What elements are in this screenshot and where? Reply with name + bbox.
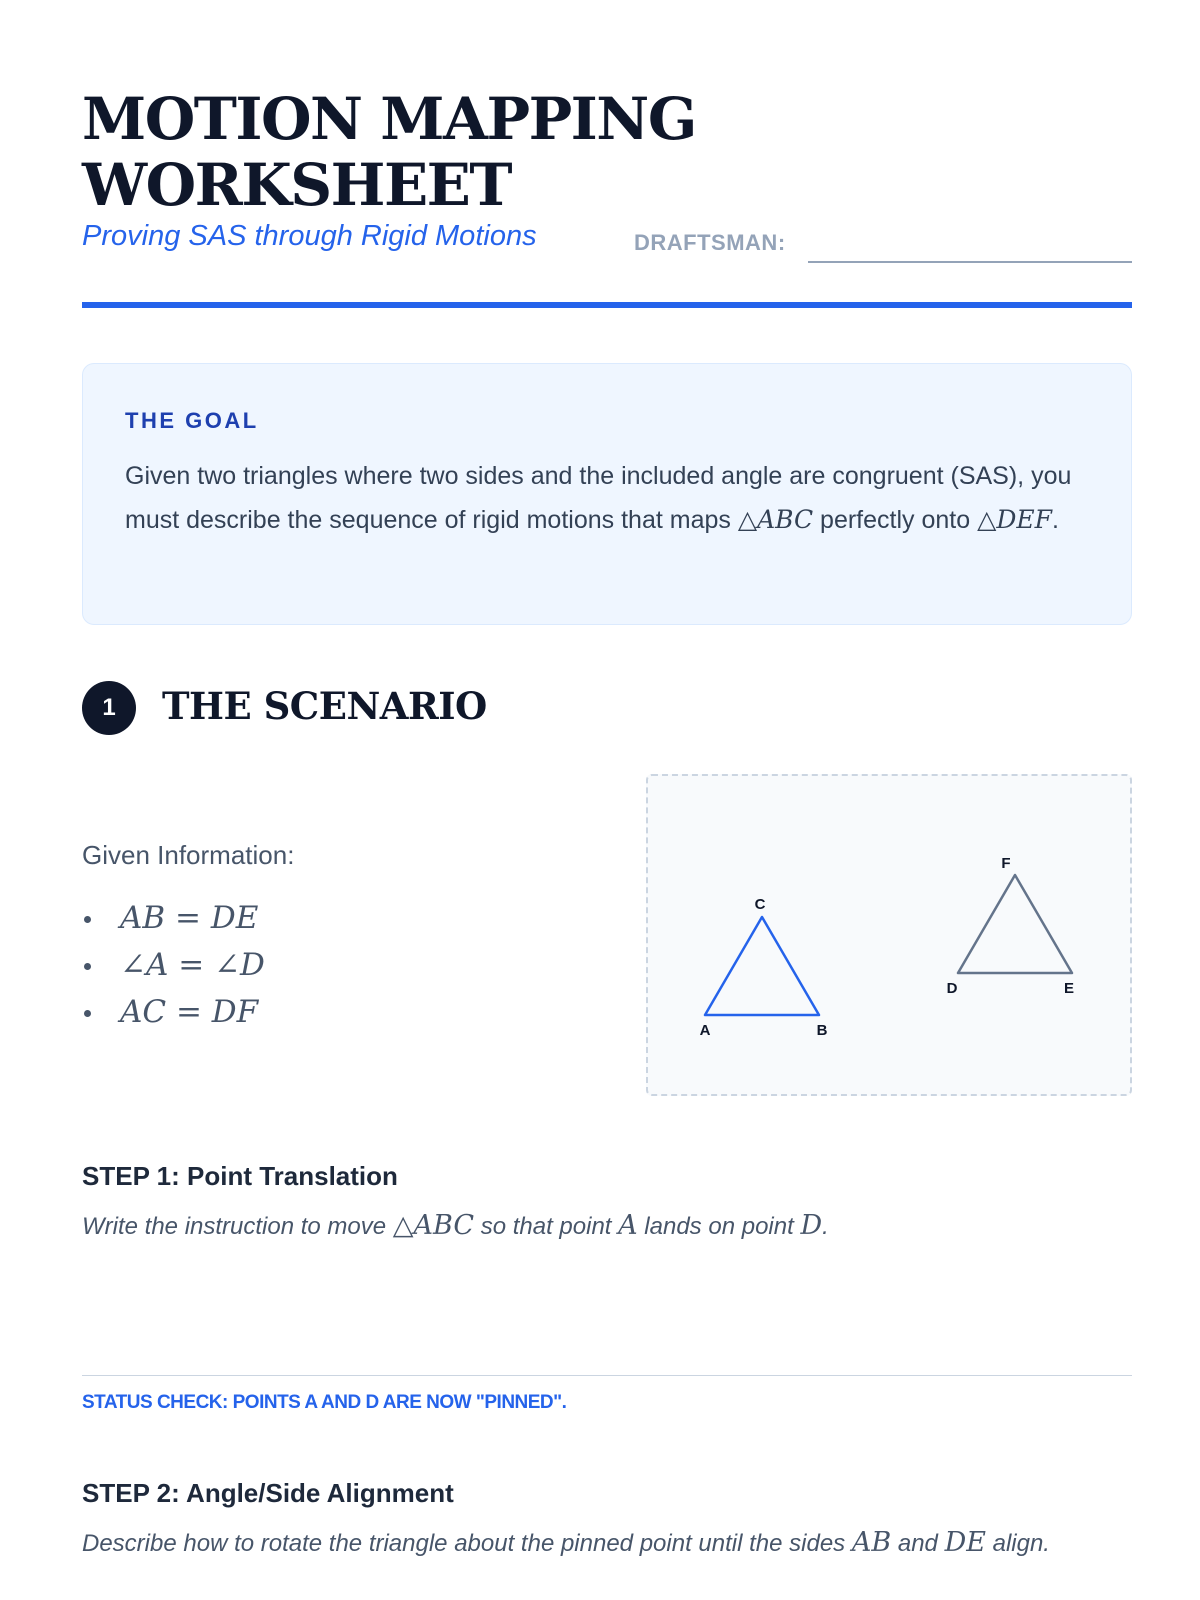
- given-list: [82, 898, 265, 1039]
- step-2-side-de: DE: [944, 1527, 986, 1558]
- given-heading: Given Information:: [82, 840, 295, 870]
- step-2-text-end: align.: [985, 1530, 1050, 1557]
- step-1-text-part-3: lands on point: [637, 1213, 801, 1240]
- given-item: [82, 992, 265, 1039]
- triangle-diagram-svg: [648, 776, 1134, 1098]
- triangle-diagram: [646, 774, 1132, 1096]
- goal-text-part-1: Given two triangles where two sides and the included angle are congruent (SAS), you must describe the sequence of rigid motions that maps: [125, 462, 1072, 534]
- given-right: DF: [211, 994, 259, 1030]
- triangle-letters: ABC: [757, 505, 814, 534]
- step-1-triangle-abc: [393, 1210, 474, 1241]
- given-left: AB: [120, 900, 166, 936]
- triangle-letters: DEF: [996, 505, 1052, 534]
- title-line-2: WORKSHEET: [82, 151, 512, 219]
- given-right: ∠D: [214, 947, 265, 983]
- draftsman-label: DRAFTSMAN:: [634, 230, 786, 255]
- triangle-abc: [705, 917, 819, 1015]
- given-item: [82, 945, 265, 992]
- given-operator: =: [165, 900, 211, 936]
- given-right: DE: [210, 900, 259, 936]
- goal-text: [125, 454, 1085, 542]
- triangle-def: [958, 875, 1072, 973]
- step-2-side-ab: AB: [851, 1527, 892, 1558]
- step-1-text-end: .: [822, 1213, 829, 1240]
- given-left: AC: [120, 994, 167, 1030]
- vertex-label-b: B: [816, 1022, 828, 1039]
- step-2-title: STEP 2: Angle/Side Alignment: [82, 1478, 454, 1508]
- step-2-text-part-2: and: [891, 1530, 945, 1557]
- header-divider: [82, 302, 1132, 308]
- page-title: [82, 86, 696, 218]
- triangle-symbol: △: [977, 505, 997, 534]
- vertex-label-c: C: [754, 896, 766, 913]
- goal-triangle-abc: [738, 505, 813, 534]
- step-1-answer-line: [82, 1375, 1132, 1376]
- worksheet-page: [82, 0, 1132, 1600]
- vertex-label-e: E: [1063, 980, 1075, 997]
- step-1-point-d: D: [800, 1210, 823, 1241]
- status-check: STATUS CHECK: POINTS A AND D ARE NOW "PINNED".: [82, 1392, 567, 1413]
- goal-label: THE GOAL: [125, 408, 259, 433]
- triangle-letters: ABC: [413, 1210, 475, 1241]
- goal-triangle-def: [977, 505, 1052, 534]
- step-2-text-part-1: Describe how to rotate the triangle about the pinned point until the sides: [82, 1530, 852, 1557]
- goal-text-part-2: perfectly onto: [813, 506, 978, 534]
- section-number-badge: 1: [82, 681, 136, 735]
- step-1-text-part-2: so that point: [474, 1213, 619, 1240]
- step-1-text-part-1: Write the instruction to move: [82, 1213, 393, 1240]
- given-item: [82, 898, 265, 945]
- title-line-1: MOTION MAPPING: [82, 85, 696, 153]
- draftsman-name-line[interactable]: [808, 261, 1132, 263]
- step-2-instructions: [82, 1527, 1050, 1558]
- step-1-title: STEP 1: Point Translation: [82, 1161, 398, 1191]
- triangle-symbol: △: [737, 505, 758, 534]
- page-subtitle: Proving SAS through Rigid Motions: [82, 220, 537, 252]
- goal-callout: [82, 363, 1132, 625]
- section-title: THE SCENARIO: [162, 684, 487, 728]
- given-operator: =: [166, 994, 212, 1030]
- triangle-symbol: △: [392, 1210, 414, 1241]
- vertex-label-a: A: [699, 1022, 711, 1039]
- given-operator: =: [168, 947, 215, 983]
- step-1-instructions: [82, 1210, 829, 1241]
- step-1-point-a: A: [618, 1210, 638, 1241]
- vertex-label-d: D: [946, 980, 958, 997]
- given-left: ∠A: [120, 947, 169, 983]
- goal-text-end: .: [1051, 506, 1059, 534]
- vertex-label-f: F: [1001, 855, 1011, 872]
